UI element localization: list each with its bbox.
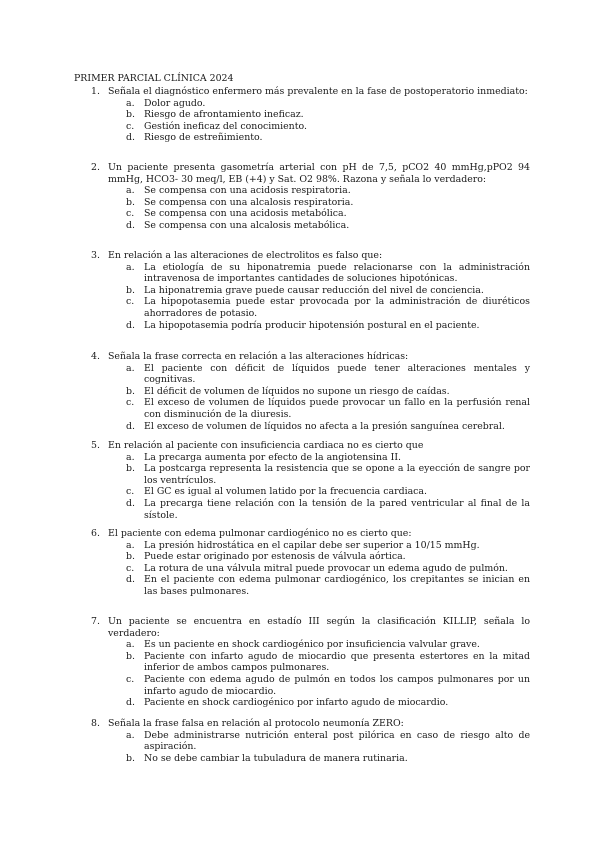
option-b xyxy=(74,551,530,563)
option-c xyxy=(74,296,530,319)
option-text: Debe administrarse nutrición enteral post pilórica en caso de riesgo alto de aspiración. xyxy=(144,729,530,753)
option-letter: c. xyxy=(126,562,135,574)
option-text: Riesgo de afrontamiento ineficaz. xyxy=(144,109,304,121)
option-a xyxy=(74,452,530,464)
option-c xyxy=(74,121,530,133)
option-letter: b. xyxy=(126,109,135,121)
option-text: Se compensa con una alcalosis metabólica. xyxy=(144,219,350,231)
question-8 xyxy=(74,718,530,764)
option-a xyxy=(74,363,530,386)
option-letter: d. xyxy=(126,319,135,331)
option-text: La hiponatremia grave puede causar reducción del nivel de conciencia. xyxy=(144,284,484,296)
option-letter: c. xyxy=(126,673,135,685)
option-d xyxy=(74,220,530,232)
option-letter: d. xyxy=(126,574,135,586)
question-3 xyxy=(74,250,530,331)
option-text: El exceso de volumen de líquidos puede provocar un fallo en la perfusión renal con disminución de la diuresis. xyxy=(144,397,530,420)
option-text: Paciente con edema agudo de pulmón en todos los campos pulmonares por un infarto agudo de miocardio. xyxy=(144,673,530,697)
question-stem xyxy=(74,86,530,98)
option-text: La presión hidrostática en el capilar debe ser superior a 10/15 mmHg. xyxy=(144,539,480,551)
option-b xyxy=(74,285,530,297)
option-a xyxy=(74,185,530,197)
option-letter: d. xyxy=(126,132,135,144)
option-letter: c. xyxy=(126,486,135,498)
option-text: El paciente con déficit de líquidos puede tener alteraciones mentales y cognitivas. xyxy=(144,362,530,386)
option-text: El GC es igual al volumen latido por la frecuencia cardiaca. xyxy=(144,486,427,498)
option-text: Riesgo de estreñimiento. xyxy=(144,132,263,144)
option-text: La hipopotasemia puede estar provocada por la administración de diuréticos ahorradores de potasio. xyxy=(144,296,530,319)
option-letter: c. xyxy=(126,296,135,308)
question-number: 1. xyxy=(91,86,100,97)
question-text: Señala el diagnóstico enfermero más prevalente en la fase de postoperatorio inmediato: xyxy=(108,86,528,97)
option-c xyxy=(74,674,530,697)
option-c xyxy=(74,563,530,575)
question-text: En relación al paciente con insuficiencia cardiaca no es cierto que xyxy=(108,440,424,451)
option-text: La postcarga representa la resistencia que se opone a la eyección de sangre por los ventrículos. xyxy=(144,463,530,486)
question-5 xyxy=(74,440,530,521)
option-text: Paciente con infarto agudo de miocardio que presenta estertores en la mitad inferior de ambos campos pulmonares. xyxy=(144,650,530,674)
question-stem xyxy=(74,162,530,185)
option-text: La precarga tiene relación con la tensión de la pared ventricular al final de la sístole. xyxy=(144,497,530,521)
option-text: La etiología de su hiponatremia puede relacionarse con la administración intravenosa de importantes cantidades de soluciones hipotónicas. xyxy=(144,261,530,285)
question-number: 2. xyxy=(91,162,100,173)
option-a xyxy=(74,730,530,753)
question-number: 7. xyxy=(91,616,100,627)
option-text: No se debe cambiar la tubuladura de manera rutinaria. xyxy=(144,752,408,764)
option-letter: b. xyxy=(126,551,135,563)
question-7 xyxy=(74,616,530,709)
option-text: En el paciente con edema pulmonar cardiogénico, los crepitantes se inician en las bases pulmonares. xyxy=(144,574,530,597)
option-letter: a. xyxy=(126,261,135,273)
option-letter: a. xyxy=(126,539,135,551)
option-c xyxy=(74,208,530,220)
option-text: Dolor agudo. xyxy=(144,97,206,109)
option-a xyxy=(74,639,530,651)
question-stem xyxy=(74,528,530,540)
option-text: Gestión ineficaz del conocimiento. xyxy=(144,120,307,132)
option-d xyxy=(74,697,530,709)
question-stem xyxy=(74,351,530,363)
option-letter: a. xyxy=(126,362,135,374)
option-text: La hipopotasemia podría producir hipotensión postural en el paciente. xyxy=(144,319,480,331)
question-1 xyxy=(74,86,530,144)
option-text: Se compensa con una alcalosis respiratoria. xyxy=(144,196,354,208)
option-d xyxy=(74,574,530,597)
question-stem xyxy=(74,718,530,730)
question-text: En relación a las alteraciones de electrolitos es falso que: xyxy=(108,250,383,261)
question-text: Un paciente se encuentra en estadío III según la clasificación KILLIP, señala lo verdadero: xyxy=(108,616,530,639)
question-text: El paciente con edema pulmonar cardiogénico no es cierto que: xyxy=(108,528,412,539)
option-b xyxy=(74,386,530,398)
option-letter: b. xyxy=(126,196,135,208)
option-b xyxy=(74,109,530,121)
option-text: Se compensa con una acidosis respiratoria. xyxy=(144,185,351,197)
option-letter: c. xyxy=(126,120,135,132)
option-letter: b. xyxy=(126,650,135,662)
option-letter: c. xyxy=(126,208,135,220)
option-d xyxy=(74,421,530,433)
option-letter: a. xyxy=(126,451,135,463)
question-number: 8. xyxy=(91,718,100,729)
option-text: El déficit de volumen de líquidos no supone un riesgo de caídas. xyxy=(144,385,450,397)
option-text: El exceso de volumen de líquidos no afecta a la presión sanguínea cerebral. xyxy=(144,420,505,432)
question-number: 6. xyxy=(91,528,100,539)
option-a xyxy=(74,262,530,285)
option-letter: c. xyxy=(126,397,135,409)
option-text: La precarga aumenta por efecto de la angiotensina II. xyxy=(144,451,401,463)
option-letter: d. xyxy=(126,219,135,231)
option-text: Es un paciente en shock cardiogénico por insuficiencia valvular grave. xyxy=(144,639,480,651)
option-letter: a. xyxy=(126,185,135,197)
option-b xyxy=(74,197,530,209)
question-4 xyxy=(74,351,530,432)
option-text: Se compensa con una acidosis metabólica. xyxy=(144,208,347,220)
option-letter: b. xyxy=(126,752,135,764)
question-text: Señala la frase falsa en relación al protocolo neumonía ZERO: xyxy=(108,718,404,729)
option-b xyxy=(74,753,530,765)
question-stem xyxy=(74,440,530,452)
option-letter: a. xyxy=(126,97,135,109)
option-letter: d. xyxy=(126,497,135,509)
option-letter: a. xyxy=(126,639,135,651)
option-letter: a. xyxy=(126,729,135,741)
option-letter: b. xyxy=(126,385,135,397)
page-title: PRIMER PARCIAL CLÍNICA 2024 xyxy=(74,73,234,84)
option-letter: b. xyxy=(126,284,135,296)
option-letter: d. xyxy=(126,420,135,432)
question-6 xyxy=(74,528,530,598)
question-stem xyxy=(74,250,530,262)
option-letter: d. xyxy=(126,697,135,709)
option-text: La rotura de una válvula mitral puede provocar un edema agudo de pulmón. xyxy=(144,562,508,574)
question-number: 4. xyxy=(91,351,100,362)
question-2 xyxy=(74,162,530,232)
question-text: Un paciente presenta gasometría arterial con pH de 7,5, pCO2 40 mmHg,pPO2 94 mmHg, HCO3- 30 meq/l, EB (+4) y Sat. O2 98%. Razona y señala lo verdadero: xyxy=(108,162,530,185)
option-c xyxy=(74,397,530,420)
option-text: Puede estar originado por estenosis de válvula aórtica. xyxy=(144,551,406,563)
option-a xyxy=(74,98,530,110)
option-d xyxy=(74,498,530,521)
question-number: 3. xyxy=(91,250,100,261)
option-d xyxy=(74,132,530,144)
option-b xyxy=(74,463,530,486)
option-letter: b. xyxy=(126,463,135,475)
option-text: Paciente en shock cardiogénico por infarto agudo de miocardio. xyxy=(144,697,449,709)
option-d xyxy=(74,320,530,332)
option-c xyxy=(74,486,530,498)
question-number: 5. xyxy=(91,440,100,451)
option-b xyxy=(74,651,530,674)
question-stem xyxy=(74,616,530,639)
question-text: Señala la frase correcta en relación a las alteraciones hídricas: xyxy=(108,351,409,362)
option-a xyxy=(74,540,530,552)
